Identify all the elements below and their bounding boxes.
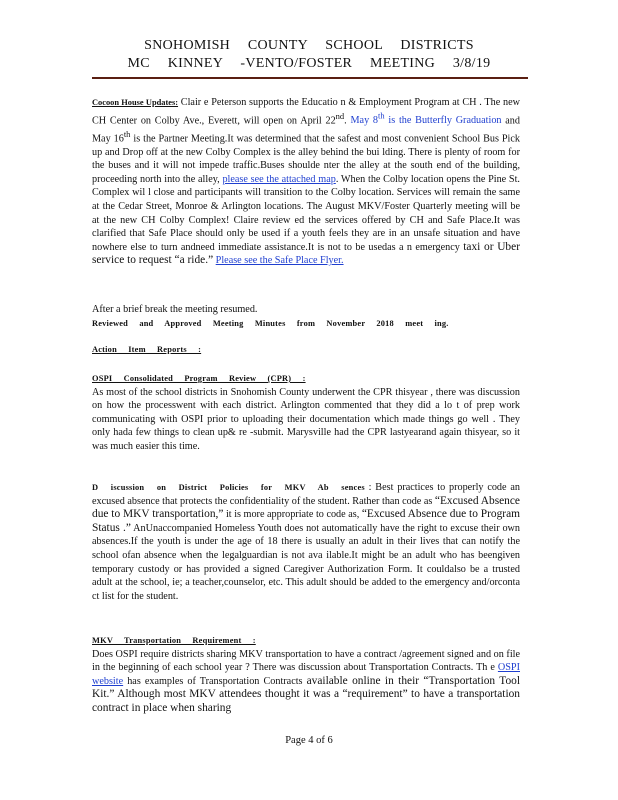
cocoon-text-c: and May 16 [92, 114, 520, 144]
superscript-nd: nd [335, 110, 345, 121]
header-divider [92, 77, 528, 79]
butterfly-label: is the Butterfly Graduation [384, 114, 502, 126]
superscript-th: th [378, 110, 385, 121]
cocoon-text-d: is the Partner Meeting.It was determined that the safest and most convenient School Bus Pick up and Drop off at the new Colby Complex is the alley behind the bui lding. There is plenty of room for the buses and it will not impede traffic.Buses shoulde nter the alley at the south end of the building, proceeding north into the alley, [92, 132, 520, 185]
district-policies-section [92, 481, 520, 603]
policies-text-b: it is more appropriate to code as, [223, 509, 362, 521]
taxi-uber-text: taxi or Uber service to request “a ride.” [92, 240, 520, 267]
transport-tool-kit-text: available online in their “Transportation Tool Kit.” Although most MKV attendees thought it was a “requirement” to have a transportation contract in place when sharing [92, 674, 521, 714]
break-text: After a brief break the meeting resumed. [92, 304, 258, 315]
excused-program-quote: “Excused Absence due to Program Status .” [92, 508, 520, 534]
cocoon-text-e: . When the Colby location opens the Pine St. Complex wil l close and participants will transition to the Colby location. Services will remain the same at the Cedar Street, Monroe & Arlington locations. The August MKV/Foster Quarterly meeting will be at the new CH Colby Complex! Claire review ed the services offered by CH and Safe Place.It was clarified that Safe Place should only be used if a youth feels they are in an unsafe situation and have nowhere else to turn andneed immediate assistance.It is not to be usedas a n emergency [92, 173, 520, 253]
document-title: SNOHOMISH COUNTY SCHOOL DISTRICTS [144, 38, 474, 53]
mkv-transportation-text [92, 648, 520, 716]
meeting-subtitle: MC KINNEY -VENTO/FOSTER MEETING 3/8/19 [127, 56, 491, 71]
page-number: Page 4 of 6 [285, 735, 333, 746]
action-items-section [92, 343, 520, 357]
mkv-transportation-section [92, 634, 520, 716]
excused-mkv-quote: “Excused Absence due to MKV transportation,” [92, 494, 520, 521]
break-section [92, 303, 520, 330]
cocoon-house-heading: Cocoon House Updates: [92, 98, 179, 107]
safe-place-flyer-link[interactable]: Please see the Safe Place Flyer. [215, 255, 344, 267]
transport-text-b: has examples of Transportation Contracts [123, 675, 307, 687]
ospi-cpr-text: As most of the school districts in Snohomish County underwent the CPR thisyear , there was discussion on how the processwent with each district. Arlington commented that they did a lo t of prep work communicating with OSPI prior to uploading their documentation which made things go well . They only hada few things to clean up& re -submit. Marysville had the CPR lastyearand again thisyear, so it was much easier this time. [92, 386, 520, 452]
policies-text-a: : Best practices to properly code an excused absence that protects the confidentiality of the student. Rather than code as [92, 482, 520, 507]
district-policies-heading: D iscussion on District Policies for MKV Ab sences [92, 483, 365, 492]
minutes-approval-heading: Reviewed and Approved Meeting Minutes from November 2018 meet ing. [92, 318, 449, 328]
cocoon-text-b: . [344, 114, 351, 126]
action-items-heading: Action Item Reports : [92, 345, 202, 354]
ospi-cpr-heading: OSPI Consolidated Program Review (CPR) : [92, 374, 306, 383]
mkv-transportation-heading: MKV Transportation Requirement : [92, 636, 256, 645]
ospi-website-link[interactable]: OSPI website [92, 662, 520, 687]
ospi-cpr-section [92, 372, 520, 454]
policies-text-c: AnUnaccompanied Homeless Youth does not automatically have the right to excuse their own absences.If the youth is under the age of 18 there is usually an adult in their lives that can notify the school ofan absence when the legalguardian is not ava ilable.It might be an adult who has beengiven temporary custody or has provided a signed Caregiver Authorization Form. It couldalso be a trusted adult at the school, ie; a teacher,counselor, etc. This adult should be added to the emergency and/orconta ct list for the student. [92, 522, 520, 602]
transport-text-a: Does OSPI require districts sharing MKV transportation to have a contract /agreement signed and on file in the beginning of each school year ? There was discussion about Transportation Contracts. Th e [92, 648, 520, 674]
cocoon-house-section [92, 96, 520, 268]
cocoon-text-a: Clair e Peterson supports the Educatio n & Employment Program at CH . The new CH Center on Colby Ave., Everett, will open on April 22 [92, 97, 520, 126]
attached-map-link[interactable]: please see the attached map [222, 173, 336, 185]
butterfly-graduation-text [350, 110, 502, 126]
superscript-th-2: th [123, 128, 131, 139]
butterfly-date: May 8 [350, 114, 379, 126]
